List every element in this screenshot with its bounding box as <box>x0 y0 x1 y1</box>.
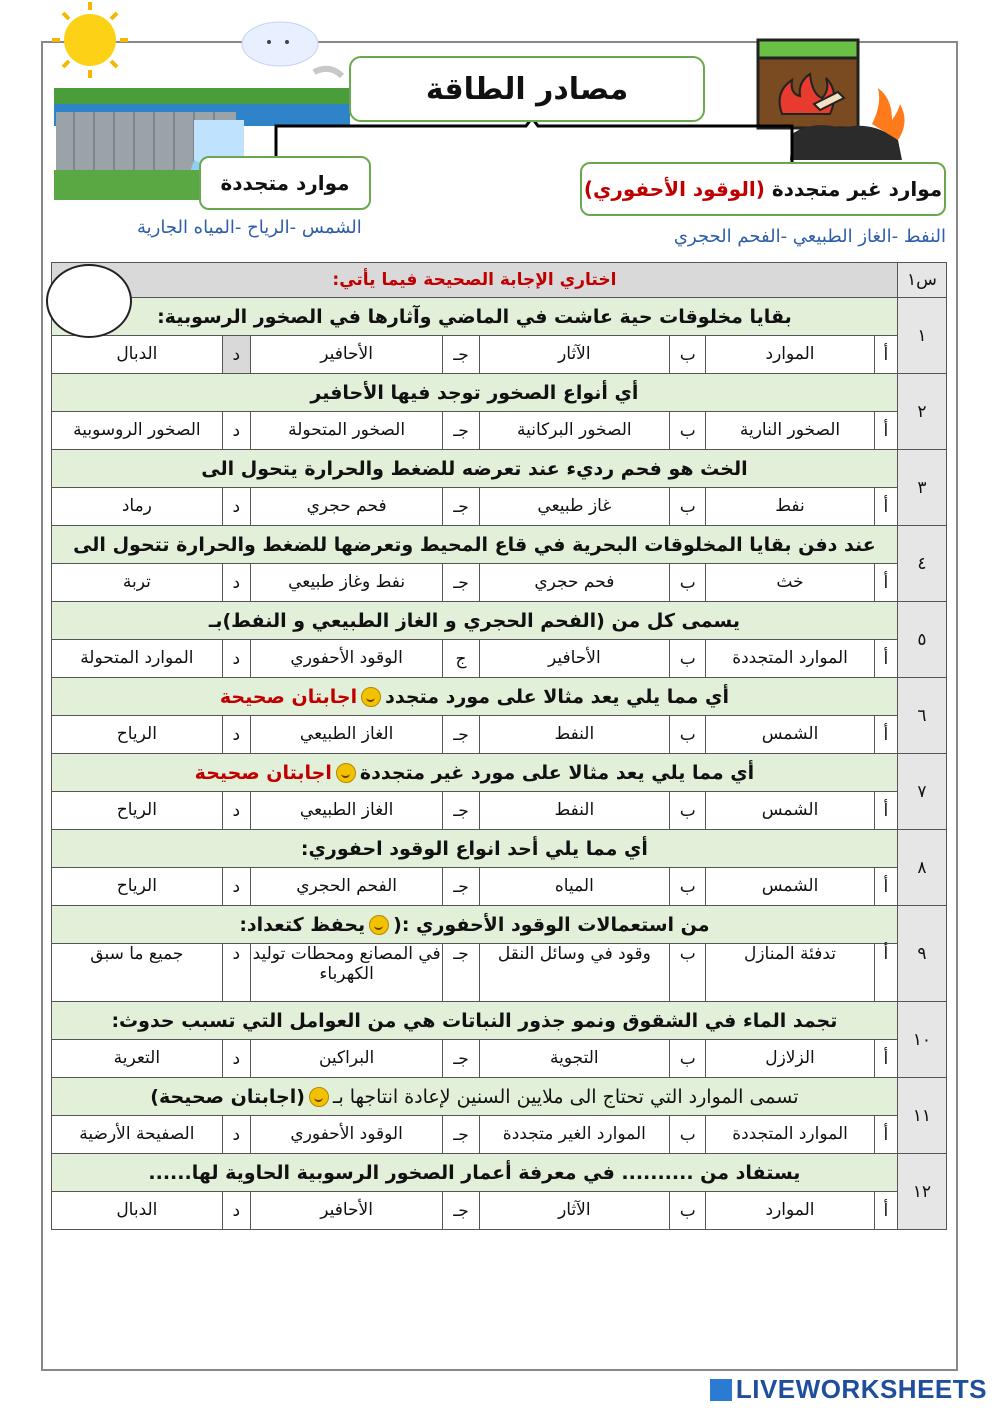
option-letter-a: أ <box>874 412 897 450</box>
question-number: ١ <box>897 298 946 374</box>
hint-text: اجابتان صحيحة <box>194 761 332 784</box>
option-c[interactable]: الأحافير <box>250 1192 443 1230</box>
sun-icon <box>64 14 116 66</box>
option-d[interactable]: الرياح <box>52 716 223 754</box>
option-d[interactable]: الموارد المتحولة <box>52 640 223 678</box>
option-letter-b: ب <box>670 944 706 1002</box>
hint-text: (اجابتان صحيحة) <box>150 1085 305 1108</box>
question-number: ٥ <box>897 602 946 678</box>
question-number: ٦ <box>897 678 946 754</box>
option-letter-c: جـ <box>443 564 479 602</box>
option-letter-c: جـ <box>443 716 479 754</box>
option-letter-d: د <box>222 640 250 678</box>
option-letter-d: د <box>222 1040 250 1078</box>
question-number: ١١ <box>897 1078 946 1154</box>
option-c[interactable]: الوقود الأحفوري <box>250 1116 443 1154</box>
option-a[interactable]: الموارد المتجددة <box>706 1116 875 1154</box>
option-b[interactable]: الصخور البركانية <box>479 412 670 450</box>
option-letter-a: أ <box>874 564 897 602</box>
option-c[interactable]: الغاز الطبيعي <box>250 792 443 830</box>
option-d[interactable]: التعرية <box>52 1040 223 1078</box>
option-a[interactable]: الزلازل <box>706 1040 875 1078</box>
option-letter-d: د <box>222 1116 250 1154</box>
option-letter-a: أ <box>874 792 897 830</box>
smiley-icon <box>309 1087 329 1107</box>
option-b[interactable]: النفط <box>479 716 670 754</box>
option-c[interactable]: الأحافير <box>250 336 443 374</box>
question-text <box>52 754 898 792</box>
logo-icon <box>710 1379 732 1401</box>
question-number: ٢ <box>897 374 946 450</box>
option-letter-d: د <box>222 488 250 526</box>
option-d[interactable]: الدبال <box>52 336 223 374</box>
smiley-icon <box>369 915 389 935</box>
option-c[interactable]: نفط وغاز طبيعي <box>250 564 443 602</box>
option-d[interactable]: جميع ما سبق <box>52 944 223 1002</box>
option-c[interactable]: في المصانع ومحطات توليد الكهرباء <box>250 944 443 1002</box>
option-letter-d: د <box>222 1192 250 1230</box>
question-number: ٣ <box>897 450 946 526</box>
renewable-resources-box <box>199 156 371 210</box>
option-letter-c: جـ <box>443 1192 479 1230</box>
option-letter-c: ج <box>443 640 479 678</box>
question-text: تجمد الماء في الشقوق ونمو جذور النباتات هي من العوامل التي تسبب حدوث: <box>52 1002 898 1040</box>
cloud-icon <box>242 22 318 66</box>
nonrenewable-label: موارد غير متجددة <box>771 177 943 201</box>
option-letter-c: جـ <box>443 792 479 830</box>
option-d[interactable]: رماد <box>52 488 223 526</box>
score-circle <box>46 264 132 338</box>
option-letter-d: د <box>222 564 250 602</box>
option-c[interactable]: الفحم الحجري <box>250 868 443 906</box>
option-letter-a: أ <box>874 1116 897 1154</box>
questions-table <box>51 262 947 1230</box>
option-b[interactable]: التجوية <box>479 1040 670 1078</box>
option-b[interactable]: الأحافير <box>479 640 670 678</box>
option-letter-d: د <box>222 716 250 754</box>
smiley-icon <box>336 763 356 783</box>
option-letter-b: ب <box>670 488 706 526</box>
option-a[interactable]: نفط <box>706 488 875 526</box>
option-letter-b: ب <box>670 564 706 602</box>
section-instruction: اختاري الإجابة الصحيحة فيما يأتي: <box>52 263 898 298</box>
question-text: يسمى كل من (الفحم الحجري و الغاز الطبيعي و النفط)بـ <box>52 602 898 640</box>
option-c[interactable]: الوقود الأحفوري <box>250 640 443 678</box>
question-text-main: من استعمالات الوقود الأحفوري :( <box>393 913 710 936</box>
question-text: أي أنواع الصخور توجد فيها الأحافير <box>52 374 898 412</box>
option-letter-c: جـ <box>443 868 479 906</box>
question-number: ٨ <box>897 830 946 906</box>
option-letter-d: د <box>222 412 250 450</box>
option-letter-b: ب <box>670 1116 706 1154</box>
option-b[interactable]: الآثار <box>479 1192 670 1230</box>
option-a[interactable]: خث <box>706 564 875 602</box>
option-d[interactable]: الرياح <box>52 868 223 906</box>
option-d[interactable]: تربة <box>52 564 223 602</box>
option-d[interactable]: الصفيحة الأرضية <box>52 1116 223 1154</box>
question-text: أي مما يلي أحد انواع الوقود احفوري: <box>52 830 898 868</box>
option-a[interactable]: الشمس <box>706 868 875 906</box>
option-a[interactable]: الشمس <box>706 716 875 754</box>
question-text-after: يحفظ كتعداد: <box>239 913 366 936</box>
option-b[interactable]: وقود في وسائل النقل <box>479 944 670 1002</box>
option-b[interactable]: المياه <box>479 868 670 906</box>
option-letter-a: أ <box>874 488 897 526</box>
option-letter-a: أ <box>874 716 897 754</box>
option-b[interactable]: غاز طبيعي <box>479 488 670 526</box>
option-letter-d: د <box>222 868 250 906</box>
option-letter-c: جـ <box>443 488 479 526</box>
option-letter-a: أ <box>874 1192 897 1230</box>
option-letter-a: أ <box>874 868 897 906</box>
question-text: بقايا مخلوقات حية عاشت في الماضي وآثارها في الصخور الرسوبية: <box>52 298 898 336</box>
fossil-fuel-label: (الوقود الأحفوري) <box>583 177 765 201</box>
hint-text: اجابتان صحيحة <box>219 685 358 708</box>
option-letter-c: جـ <box>443 1116 479 1154</box>
option-letter-b: ب <box>670 640 706 678</box>
option-d[interactable]: الدبال <box>52 1192 223 1230</box>
option-letter-c: جـ <box>443 1040 479 1078</box>
page-title: مصادر الطاقة <box>349 56 705 122</box>
question-number: ٤ <box>897 526 946 602</box>
option-letter-a: أ <box>874 1040 897 1078</box>
option-a[interactable]: الموارد <box>706 1192 875 1230</box>
option-letter-b: ب <box>670 336 706 374</box>
option-c[interactable]: الغاز الطبيعي <box>250 716 443 754</box>
liveworksheets-logo <box>710 1374 987 1405</box>
question-text-main: أي مما يلي يعد مثالا على مورد متجدد <box>385 685 729 708</box>
question-text: عند دفن بقايا المخلوقات البحرية في قاع المحيط وتعرضها للضغط والحرارة تتحول الى <box>52 526 898 564</box>
option-letter-a: أ <box>874 640 897 678</box>
question-text-main: تسمى الموارد التي تحتاج الى ملايين السنين لإعادة انتاجها بـ <box>332 1085 799 1108</box>
option-letter-b: ب <box>670 412 706 450</box>
option-letter-b: ب <box>670 868 706 906</box>
option-d[interactable]: الصخور الروسوبية <box>52 412 223 450</box>
option-c[interactable]: البراكين <box>250 1040 443 1078</box>
question-number: ١٢ <box>897 1154 946 1230</box>
nonrenewable-resources-box <box>580 162 946 216</box>
option-letter-c: جـ <box>443 336 479 374</box>
option-letter-b: ب <box>670 1192 706 1230</box>
option-a[interactable]: الموارد <box>706 336 875 374</box>
brand-text: LIVEWORKSHEETS <box>735 1374 987 1404</box>
option-a[interactable]: الشمس <box>706 792 875 830</box>
option-a[interactable]: الموارد المتجددة <box>706 640 875 678</box>
renewable-label: موارد متجددة <box>220 171 350 195</box>
question-number: ٧ <box>897 754 946 830</box>
option-letter-d: د <box>222 792 250 830</box>
option-letter-a: أ <box>874 944 897 1002</box>
option-letter-b: ب <box>670 716 706 754</box>
option-b[interactable]: فحم حجري <box>479 564 670 602</box>
question-number: ١٠ <box>897 1002 946 1078</box>
option-b[interactable]: النفط <box>479 792 670 830</box>
option-c[interactable]: الصخور المتحولة <box>250 412 443 450</box>
option-d[interactable]: الرياح <box>52 792 223 830</box>
smiley-icon <box>361 687 381 707</box>
option-b[interactable]: الموارد الغير متجددة <box>479 1116 670 1154</box>
option-letter-c: جـ <box>443 944 479 1002</box>
option-letter-b: ب <box>670 792 706 830</box>
option-a[interactable]: تدفئة المنازل <box>706 944 875 1002</box>
option-letter-d: د <box>222 944 250 1002</box>
option-c[interactable]: فحم حجري <box>250 488 443 526</box>
question-text <box>52 906 898 944</box>
question-text <box>52 678 898 716</box>
question-text <box>52 1078 898 1116</box>
nonrenewable-examples: النفط -الغاز الطبيعي -الفحم الحجري <box>673 226 946 247</box>
option-a[interactable]: الصخور النارية <box>706 412 875 450</box>
section-number: س١ <box>897 263 946 298</box>
option-letter-a: أ <box>874 336 897 374</box>
option-letter-c: جـ <box>443 412 479 450</box>
question-text: يستفاد من .......... في معرفة أعمار الصخور الرسوبية الحاوية لها...... <box>52 1154 898 1192</box>
renewable-examples: الشمس -الرياح -المياه الجارية <box>137 217 362 238</box>
question-number: ٩ <box>897 906 946 1002</box>
question-text: الخث هو فحم رديء عند تعرضه للضغط والحرارة يتحول الى <box>52 450 898 488</box>
option-letter-b: ب <box>670 1040 706 1078</box>
question-text-main: أي مما يلي يعد مثالا على مورد غير متجددة <box>359 761 755 784</box>
option-letter-d: د <box>222 336 250 374</box>
option-b[interactable]: الآثار <box>479 336 670 374</box>
